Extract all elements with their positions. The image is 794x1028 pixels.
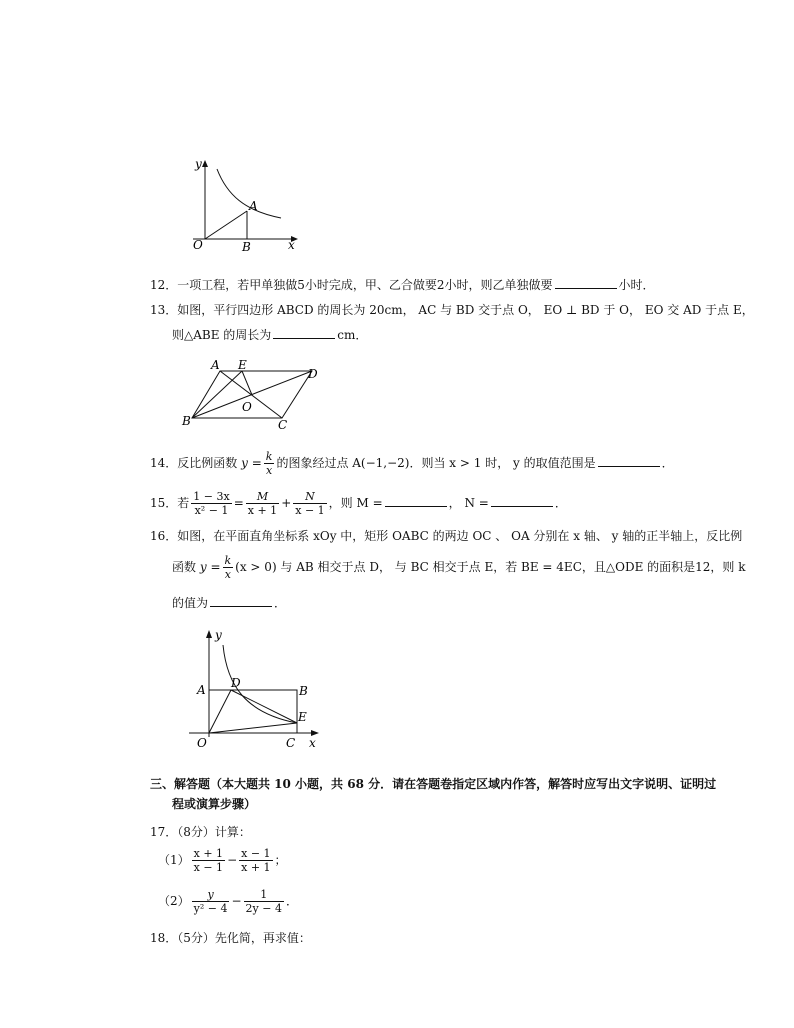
- q16-l2-b: (x > 0) 与 AB 相交于点 D， 与 BC 相交于点 E，若 BE = 4EC，且△ODE 的面积是12，则 k: [235, 560, 746, 574]
- fig3-label-d: D: [231, 676, 241, 690]
- fig1-label-a: A: [249, 199, 258, 213]
- section-3-line2: 程或演算步骤）: [172, 797, 257, 811]
- question-16-line2: [172, 552, 746, 582]
- q13-line2-a: 则△ABE 的周长为: [172, 328, 272, 342]
- figure-rectangle-oabc: [185, 625, 325, 755]
- q14-text-a: 14．反比例函数: [150, 456, 238, 470]
- q15-f3-num: N: [293, 490, 326, 504]
- q15-fraction-3: [293, 490, 326, 517]
- q14-text-c: ．: [661, 456, 674, 470]
- figure-hyperbola-oab: [185, 155, 305, 255]
- q13-answer-blank[interactable]: [273, 326, 335, 339]
- q13-line2-b: cm．: [337, 328, 368, 342]
- q14-frac-den: x: [265, 464, 273, 477]
- fig3-label-c: C: [286, 736, 296, 750]
- q15-text-b: ，则 M =: [328, 496, 383, 510]
- fig3-segment-de: [231, 690, 297, 723]
- q15-eq: =: [233, 496, 244, 510]
- q17-p2-end: ．: [285, 894, 298, 908]
- fig3-y-arrow: [206, 630, 212, 638]
- fig3-label-e: E: [298, 710, 307, 724]
- q16-line1: 16．如图，在平面直角坐标系 xOy 中，矩形 OABC 的两边 OC 、 OA 分别在 x 轴、 y 轴的正半轴上，反比例: [150, 529, 743, 543]
- fig2-label-c: C: [278, 418, 288, 432]
- fig3-label-x: x: [309, 736, 316, 750]
- q17-p2-label: （2）: [158, 894, 190, 908]
- q15-f2-den: x + 1: [247, 504, 278, 517]
- q16-line3-a: 的值为: [172, 596, 209, 610]
- q17-p2f1-den: y² − 4: [193, 902, 228, 915]
- q16-l2-a: 函数: [172, 560, 197, 574]
- fig3-label-y: y: [215, 628, 222, 642]
- q17-p2-minus: −: [231, 894, 242, 908]
- q17-head: 17．（8分）计算：: [150, 825, 251, 839]
- q15-text-c: ， N =: [448, 496, 489, 510]
- q16-y-eq: y =: [199, 560, 221, 574]
- q16-answer-blank[interactable]: [210, 594, 272, 607]
- fig1-y-arrow: [202, 160, 208, 167]
- q15-answer-blank-m[interactable]: [385, 494, 447, 507]
- q15-f2-num: M: [246, 490, 279, 504]
- q17-p1-label: （1）: [158, 853, 190, 867]
- section-3-heading: [150, 774, 730, 814]
- question-14: [150, 448, 674, 478]
- fig2-segment-be: [192, 371, 242, 418]
- fig1-label-b: B: [242, 240, 251, 254]
- q17-p2f2-num: 1: [244, 888, 284, 902]
- question-13-line2: [172, 326, 367, 343]
- q17-p1f2-num: x − 1: [241, 847, 271, 860]
- fig2-label-a: A: [211, 358, 220, 372]
- q15-fraction-2: [246, 490, 279, 517]
- q17-p1f1-den: x − 1: [193, 861, 224, 874]
- fig1-segment-oa: [205, 211, 247, 239]
- q14-fraction-k-over-x: [264, 450, 275, 477]
- q15-plus: +: [281, 496, 292, 510]
- figure-parallelogram-abcd: [178, 355, 328, 435]
- fig3-label-b: B: [299, 684, 308, 698]
- q17-p1f2-den: x + 1: [241, 861, 271, 874]
- q16-line3-b: ．: [274, 596, 287, 610]
- question-13-line1: [150, 302, 754, 318]
- q12-answer-blank[interactable]: [555, 276, 617, 289]
- q13-line1: 13．如图，平行四边形 ABCD 的周长为 20cm， AC 与 BD 交于点 O， EO ⊥ BD 于 O， EO 交 AD 于点 E，: [150, 303, 754, 317]
- q17-p1f1-num: x + 1: [193, 847, 224, 860]
- question-16-line3: [172, 594, 286, 611]
- fig3-rectangle: [209, 690, 297, 733]
- question-18-head: [150, 930, 311, 946]
- q15-answer-blank-n[interactable]: [491, 494, 553, 507]
- question-16-line1: [150, 528, 742, 544]
- question-12: [150, 276, 655, 293]
- fig1-label-x: x: [288, 238, 295, 252]
- q17-p2f2-den: 2y − 4: [245, 902, 282, 915]
- fig1-label-y: y: [195, 157, 202, 171]
- q18-head: 18．（5分）先化简，再求值：: [150, 931, 311, 945]
- q17-p1-fraction-2: [239, 847, 272, 874]
- q16-fraction-k-over-x: [223, 554, 234, 581]
- q12-tail: 小时．: [618, 278, 655, 292]
- q15-text-a: 15．若: [150, 496, 190, 510]
- fig3-label-a: A: [197, 683, 206, 697]
- q17-p1-minus: −: [227, 853, 238, 867]
- q15-text-d: ．: [554, 496, 567, 510]
- fig2-label-d: D: [308, 367, 318, 381]
- fig1-label-o: O: [193, 238, 203, 252]
- q14-y-eq: y =: [241, 456, 262, 470]
- q12-text: 12．一项工程，若甲单独做5小时完成，甲、乙合做要2小时，则乙单独做要: [150, 278, 553, 292]
- q17-p2-fraction-1: [192, 888, 230, 915]
- q16-frac-num: k: [224, 554, 232, 567]
- q14-text-b: 的图象经过点 A(−1,−2)．则当 x > 1 时， y 的取值范围是: [276, 456, 596, 470]
- q17-p2f1-num: y: [192, 888, 230, 902]
- q17-p1-fraction-1: [192, 847, 225, 874]
- question-17-head: [150, 824, 251, 840]
- fig2-label-e: E: [238, 358, 247, 372]
- q15-f3-den: x − 1: [295, 504, 325, 517]
- fig3-segment-od: [209, 690, 231, 733]
- q17-p1-end: ；: [274, 853, 287, 867]
- q17-p2-fraction-2: [244, 888, 284, 915]
- question-15: [150, 488, 567, 518]
- q15-f1-num: 1 − 3x: [193, 490, 230, 503]
- question-17-part1: [158, 845, 287, 875]
- section-3-line1: 三、解答题（本大题共 10 小题，共 68 分．请在答题卷指定区域内作答，解答时应写出文字说明、证明过: [150, 777, 717, 791]
- fig2-label-o: O: [242, 400, 252, 414]
- q15-f1-den: x² − 1: [194, 504, 229, 517]
- q14-frac-num: k: [265, 450, 273, 463]
- q16-frac-den: x: [224, 568, 231, 581]
- q14-answer-blank[interactable]: [598, 454, 660, 467]
- question-17-part2: [158, 886, 298, 916]
- fig3-segment-oe: [209, 723, 297, 733]
- fig2-label-b: B: [182, 414, 191, 428]
- fig3-label-o: O: [197, 736, 207, 750]
- q15-fraction-1: [191, 490, 231, 517]
